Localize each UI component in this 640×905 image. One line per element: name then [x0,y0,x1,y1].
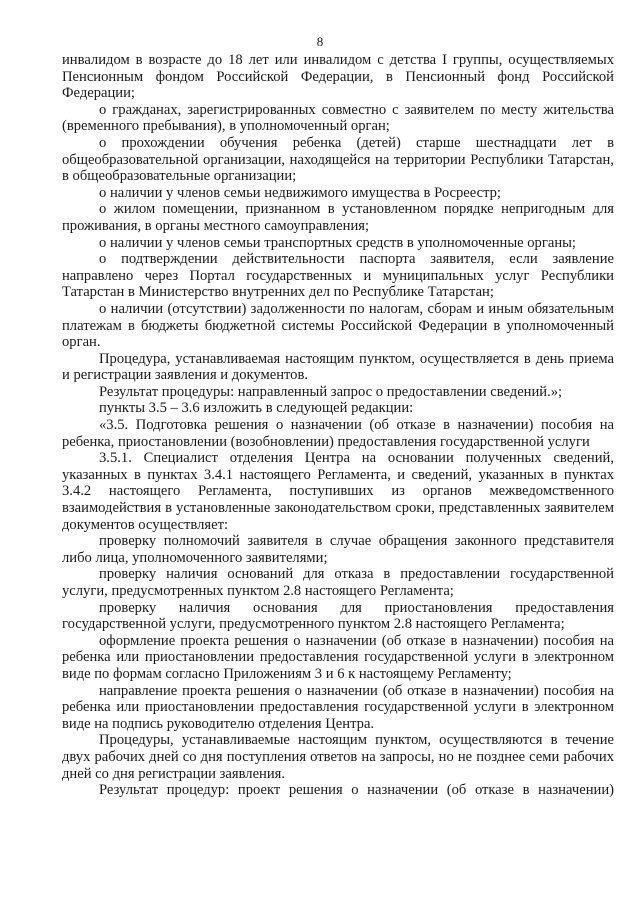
paragraph: направление проекта решения о назначении (об отказе в назначении) пособия на ребенка или приостановлении предоставления государственной услуги в электронном виде на подпись руководителю отделения Центра. [62,682,614,732]
paragraph: о прохождении обучения ребенка (детей) старше шестнадцати лет в общеобразовательной организации, находящейся на территории Республики Татарстан, в общеобразовательные организации; [62,134,614,185]
paragraph: проверку полномочий заявителя в случае обращения законного представителя либо лица, уполномоченного заявителями; [62,533,614,566]
paragraph: Процедуры, устанавливаемые настоящим пунктом, осуществляются в течение двух рабочих дней со дня поступления ответов на запросы, но не позднее семи рабочих дней со дня регистрации заявления. [62,732,614,782]
paragraph: оформление проекта решения о назначении (об отказе в назначении) пособия на ребенка или приостановлении предоставления государственной услуги в электронном виде по формам согласно Приложениям 3 и 6 к настоящему Регламенту; [62,632,614,682]
paragraph: пункты 3.5 – 3.6 изложить в следующей редакции: [99,400,414,417]
paragraph: о гражданах, зарегистрированных совместно с заявителем по месту жительства (временного пребывания), в уполномоченный орган; [62,101,614,135]
paragraph: о наличии у членов семьи транспортных средств в уполномоченные органы; [99,234,576,251]
paragraph: инвалидом в возрасте до 18 лет или инвалидом с детства I группы, осуществляемых Пенсионным фондом Российской Федерации, в Пенсионный фонд Российской Федерации; [62,52,614,102]
paragraph: проверку наличия основания для приостановления предоставления государственной услуги, предусмотренного пунктом 2.8 настоящего Регламента; [62,599,614,633]
paragraph: о наличии у членов семьи недвижимого имущества в Росреестр; [99,184,501,201]
paragraph: Процедура, устанавливаемая настоящим пунктом, осуществляется в день приема и регистрации заявления и документов. [62,350,614,384]
paragraph: 3.5.1. Специалист отделения Центра на основании полученных сведений, указанных в пунктах 3.4.1 настоящего Регламента, и сведений, указанных в пунктах 3.4.2 настоящего Регламента, поступивших из органов межведомственного взаимодействия в установленные законодательством сроки, представленных заявителем документов осуществляет: [62,450,614,533]
paragraph: проверку наличия оснований для отказа в предоставлении государственной услуги, предусмотренных пунктом 2.8 настоящего Регламента; [62,566,614,599]
paragraph: Результат процедур: проект решения о назначении (об отказе в назначении) [99,782,614,799]
paragraph: о жилом помещении, признанном в установленном порядке непригодным для проживания, в органы местного самоуправления; [62,201,614,234]
document-body [62,52,614,799]
paragraph: о наличии (отсутствии) задолженности по налогам, сборам и иным обязательным платежам в бюджеты бюджетной системы Российской Федерации в уполномоченный орган. [62,300,614,351]
paragraph: о подтверждении действительности паспорта заявителя, если заявление направлено через Портал государственных и муниципальных услуг Республики Татарстан в Министерство внутренних дел по Республике Татарстан; [62,251,614,301]
page-number: 8 [316,34,324,49]
paragraph: «3.5. Подготовка решения о назначении (об отказе в назначении) пособия на ребенка, приостановлении (возобновлении) предоставления государственной услуги [62,417,614,450]
paragraph: Результат процедуры: направленный запрос о предоставлении сведений.»; [99,383,563,400]
